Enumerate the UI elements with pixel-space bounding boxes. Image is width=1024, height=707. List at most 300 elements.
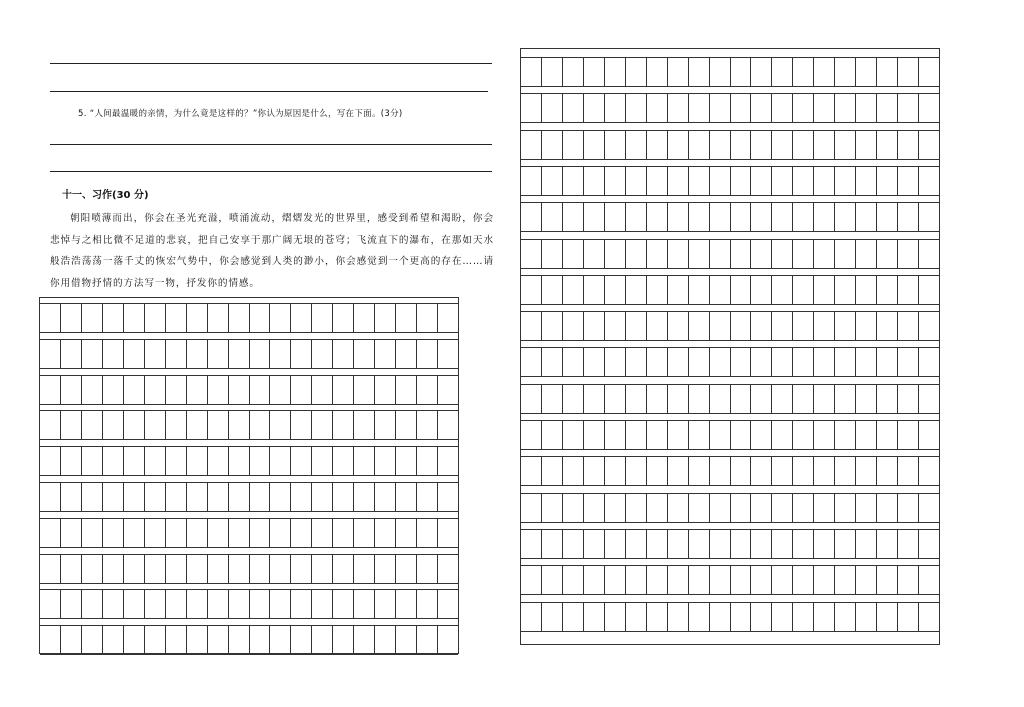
grid-cell[interactable] xyxy=(856,603,877,631)
grid-cell[interactable] xyxy=(82,483,103,511)
grid-cell[interactable] xyxy=(647,203,668,231)
grid-cell[interactable] xyxy=(375,411,396,439)
grid-cell[interactable] xyxy=(626,312,647,340)
grid-cell[interactable] xyxy=(521,421,542,449)
grid-cell[interactable] xyxy=(689,276,710,304)
grid-cell[interactable] xyxy=(542,58,563,86)
grid-cell[interactable] xyxy=(919,276,939,304)
grid-cell[interactable] xyxy=(689,131,710,159)
grid-cell[interactable] xyxy=(291,376,312,404)
grid-cell[interactable] xyxy=(793,312,814,340)
grid-cell[interactable] xyxy=(731,385,752,413)
grid-cell[interactable] xyxy=(563,530,584,558)
grid-cell[interactable] xyxy=(375,590,396,618)
grid-cell[interactable] xyxy=(61,447,82,475)
grid-cell[interactable] xyxy=(521,203,542,231)
grid-cell[interactable] xyxy=(689,603,710,631)
grid-cell[interactable] xyxy=(291,626,312,654)
grid-cell[interactable] xyxy=(124,626,145,654)
grid-cell[interactable] xyxy=(438,340,458,368)
grid-cell[interactable] xyxy=(61,483,82,511)
grid-cell[interactable] xyxy=(626,276,647,304)
grid-cell[interactable] xyxy=(689,566,710,594)
grid-cell[interactable] xyxy=(82,376,103,404)
grid-cell[interactable] xyxy=(835,530,856,558)
grid-cell[interactable] xyxy=(521,58,542,86)
grid-cell[interactable] xyxy=(751,167,772,195)
grid-cell[interactable] xyxy=(668,58,689,86)
grid-cell[interactable] xyxy=(563,312,584,340)
grid-cell[interactable] xyxy=(668,566,689,594)
grid-cell[interactable] xyxy=(626,421,647,449)
grid-cell[interactable] xyxy=(710,131,731,159)
grid-cell[interactable] xyxy=(877,457,898,485)
grid-cell[interactable] xyxy=(333,411,354,439)
grid-cell[interactable] xyxy=(103,626,124,654)
grid-cell[interactable] xyxy=(835,94,856,122)
grid-cell[interactable] xyxy=(877,603,898,631)
grid-cell[interactable] xyxy=(291,447,312,475)
grid-cell[interactable] xyxy=(751,276,772,304)
grid-cell[interactable] xyxy=(396,411,417,439)
grid-cell[interactable] xyxy=(584,131,605,159)
grid-cell[interactable] xyxy=(333,626,354,654)
grid-cell[interactable] xyxy=(877,94,898,122)
grid-cell[interactable] xyxy=(668,348,689,376)
grid-cell[interactable] xyxy=(668,385,689,413)
grid-cell[interactable] xyxy=(647,603,668,631)
grid-cell[interactable] xyxy=(40,519,61,547)
grid-cell[interactable] xyxy=(626,457,647,485)
grid-cell[interactable] xyxy=(689,94,710,122)
grid-cell[interactable] xyxy=(856,421,877,449)
grid-cell[interactable] xyxy=(417,590,438,618)
grid-cell[interactable] xyxy=(542,385,563,413)
grid-cell[interactable] xyxy=(835,203,856,231)
grid-cell[interactable] xyxy=(772,603,793,631)
grid-cell[interactable] xyxy=(291,590,312,618)
grid-cell[interactable] xyxy=(731,58,752,86)
grid-cell[interactable] xyxy=(584,603,605,631)
grid-cell[interactable] xyxy=(40,447,61,475)
grid-cell[interactable] xyxy=(438,376,458,404)
grid-cell[interactable] xyxy=(145,376,166,404)
grid-cell[interactable] xyxy=(919,457,939,485)
grid-cell[interactable] xyxy=(563,494,584,522)
grid-cell[interactable] xyxy=(919,203,939,231)
grid-cell[interactable] xyxy=(647,58,668,86)
grid-cell[interactable] xyxy=(250,411,271,439)
grid-cell[interactable] xyxy=(856,240,877,268)
grid-cell[interactable] xyxy=(250,519,271,547)
grid-cell[interactable] xyxy=(166,626,187,654)
grid-cell[interactable] xyxy=(647,131,668,159)
grid-cell[interactable] xyxy=(270,304,291,332)
grid-cell[interactable] xyxy=(229,411,250,439)
grid-cell[interactable] xyxy=(124,340,145,368)
grid-cell[interactable] xyxy=(61,519,82,547)
grid-cell[interactable] xyxy=(793,276,814,304)
grid-cell[interactable] xyxy=(542,276,563,304)
grid-cell[interactable] xyxy=(229,555,250,583)
grid-cell[interactable] xyxy=(208,376,229,404)
grid-cell[interactable] xyxy=(417,626,438,654)
grid-cell[interactable] xyxy=(856,167,877,195)
grid-cell[interactable] xyxy=(647,530,668,558)
grid-cell[interactable] xyxy=(166,447,187,475)
grid-cell[interactable] xyxy=(856,530,877,558)
grid-cell[interactable] xyxy=(563,421,584,449)
grid-cell[interactable] xyxy=(877,348,898,376)
grid-cell[interactable] xyxy=(772,58,793,86)
grid-cell[interactable] xyxy=(563,457,584,485)
grid-cell[interactable] xyxy=(793,203,814,231)
grid-cell[interactable] xyxy=(396,447,417,475)
answer-line[interactable] xyxy=(50,63,492,64)
grid-cell[interactable] xyxy=(584,240,605,268)
grid-cell[interactable] xyxy=(919,603,939,631)
grid-cell[interactable] xyxy=(668,131,689,159)
grid-cell[interactable] xyxy=(877,131,898,159)
grid-cell[interactable] xyxy=(61,590,82,618)
grid-cell[interactable] xyxy=(647,312,668,340)
grid-cell[interactable] xyxy=(772,167,793,195)
grid-cell[interactable] xyxy=(521,276,542,304)
grid-cell[interactable] xyxy=(835,167,856,195)
grid-cell[interactable] xyxy=(438,483,458,511)
grid-cell[interactable] xyxy=(61,555,82,583)
grid-cell[interactable] xyxy=(584,348,605,376)
grid-cell[interactable] xyxy=(375,555,396,583)
grid-cell[interactable] xyxy=(40,555,61,583)
grid-cell[interactable] xyxy=(919,240,939,268)
grid-cell[interactable] xyxy=(40,626,61,654)
grid-cell[interactable] xyxy=(731,167,752,195)
grid-cell[interactable] xyxy=(668,276,689,304)
grid-cell[interactable] xyxy=(270,483,291,511)
grid-cell[interactable] xyxy=(584,312,605,340)
grid-cell[interactable] xyxy=(877,312,898,340)
grid-cell[interactable] xyxy=(563,603,584,631)
grid-cell[interactable] xyxy=(710,58,731,86)
grid-cell[interactable] xyxy=(605,58,626,86)
grid-cell[interactable] xyxy=(647,348,668,376)
grid-cell[interactable] xyxy=(835,566,856,594)
grid-cell[interactable] xyxy=(187,626,208,654)
grid-cell[interactable] xyxy=(208,555,229,583)
grid-cell[interactable] xyxy=(814,58,835,86)
grid-cell[interactable] xyxy=(82,555,103,583)
grid-cell[interactable] xyxy=(668,457,689,485)
grid-cell[interactable] xyxy=(751,566,772,594)
grid-cell[interactable] xyxy=(647,566,668,594)
grid-cell[interactable] xyxy=(521,566,542,594)
grid-cell[interactable] xyxy=(312,376,333,404)
grid-cell[interactable] xyxy=(793,58,814,86)
grid-cell[interactable] xyxy=(375,483,396,511)
grid-cell[interactable] xyxy=(647,276,668,304)
grid-cell[interactable] xyxy=(291,304,312,332)
grid-cell[interactable] xyxy=(898,603,919,631)
grid-cell[interactable] xyxy=(772,276,793,304)
grid-cell[interactable] xyxy=(187,340,208,368)
grid-cell[interactable] xyxy=(605,203,626,231)
grid-cell[interactable] xyxy=(166,340,187,368)
grid-cell[interactable] xyxy=(542,530,563,558)
grid-cell[interactable] xyxy=(333,340,354,368)
grid-cell[interactable] xyxy=(898,530,919,558)
grid-cell[interactable] xyxy=(291,411,312,439)
grid-cell[interactable] xyxy=(605,421,626,449)
grid-cell[interactable] xyxy=(751,494,772,522)
grid-cell[interactable] xyxy=(417,340,438,368)
grid-cell[interactable] xyxy=(710,240,731,268)
grid-cell[interactable] xyxy=(145,304,166,332)
grid-cell[interactable] xyxy=(814,131,835,159)
grid-cell[interactable] xyxy=(438,626,458,654)
grid-cell[interactable] xyxy=(877,530,898,558)
grid-cell[interactable] xyxy=(668,94,689,122)
grid-cell[interactable] xyxy=(354,376,375,404)
grid-cell[interactable] xyxy=(124,447,145,475)
grid-cell[interactable] xyxy=(751,203,772,231)
grid-cell[interactable] xyxy=(270,555,291,583)
grid-cell[interactable] xyxy=(166,519,187,547)
grid-cell[interactable] xyxy=(354,590,375,618)
grid-cell[interactable] xyxy=(396,304,417,332)
grid-cell[interactable] xyxy=(877,58,898,86)
grid-cell[interactable] xyxy=(417,555,438,583)
grid-cell[interactable] xyxy=(731,203,752,231)
grid-cell[interactable] xyxy=(375,519,396,547)
grid-cell[interactable] xyxy=(417,411,438,439)
grid-cell[interactable] xyxy=(61,304,82,332)
grid-cell[interactable] xyxy=(103,483,124,511)
grid-cell[interactable] xyxy=(605,457,626,485)
grid-cell[interactable] xyxy=(103,304,124,332)
grid-cell[interactable] xyxy=(312,340,333,368)
grid-cell[interactable] xyxy=(270,340,291,368)
grid-cell[interactable] xyxy=(396,555,417,583)
grid-cell[interactable] xyxy=(208,590,229,618)
grid-cell[interactable] xyxy=(814,312,835,340)
grid-cell[interactable] xyxy=(898,312,919,340)
grid-cell[interactable] xyxy=(542,603,563,631)
grid-cell[interactable] xyxy=(375,304,396,332)
grid-cell[interactable] xyxy=(772,203,793,231)
grid-cell[interactable] xyxy=(668,494,689,522)
grid-cell[interactable] xyxy=(626,494,647,522)
grid-cell[interactable] xyxy=(793,94,814,122)
grid-cell[interactable] xyxy=(354,555,375,583)
grid-cell[interactable] xyxy=(208,340,229,368)
grid-cell[interactable] xyxy=(563,203,584,231)
grid-cell[interactable] xyxy=(417,447,438,475)
grid-cell[interactable] xyxy=(208,483,229,511)
grid-cell[interactable] xyxy=(689,312,710,340)
grid-cell[interactable] xyxy=(772,566,793,594)
grid-cell[interactable] xyxy=(751,240,772,268)
grid-cell[interactable] xyxy=(856,276,877,304)
grid-cell[interactable] xyxy=(291,555,312,583)
grid-cell[interactable] xyxy=(919,167,939,195)
grid-cell[interactable] xyxy=(291,483,312,511)
grid-cell[interactable] xyxy=(710,276,731,304)
grid-cell[interactable] xyxy=(751,603,772,631)
grid-cell[interactable] xyxy=(417,376,438,404)
grid-cell[interactable] xyxy=(375,626,396,654)
grid-cell[interactable] xyxy=(229,483,250,511)
grid-cell[interactable] xyxy=(584,276,605,304)
grid-cell[interactable] xyxy=(814,348,835,376)
grid-cell[interactable] xyxy=(417,483,438,511)
grid-cell[interactable] xyxy=(668,530,689,558)
grid-cell[interactable] xyxy=(187,519,208,547)
grid-cell[interactable] xyxy=(187,411,208,439)
grid-cell[interactable] xyxy=(229,376,250,404)
grid-cell[interactable] xyxy=(877,566,898,594)
grid-cell[interactable] xyxy=(856,566,877,594)
grid-cell[interactable] xyxy=(229,340,250,368)
grid-cell[interactable] xyxy=(731,94,752,122)
grid-cell[interactable] xyxy=(814,203,835,231)
grid-cell[interactable] xyxy=(563,167,584,195)
grid-cell[interactable] xyxy=(814,603,835,631)
composition-grid-right[interactable] xyxy=(520,48,940,645)
grid-cell[interactable] xyxy=(375,376,396,404)
grid-cell[interactable] xyxy=(521,530,542,558)
grid-cell[interactable] xyxy=(166,411,187,439)
grid-cell[interactable] xyxy=(333,483,354,511)
grid-cell[interactable] xyxy=(689,385,710,413)
grid-cell[interactable] xyxy=(563,276,584,304)
answer-line[interactable] xyxy=(50,144,492,145)
grid-cell[interactable] xyxy=(731,494,752,522)
grid-cell[interactable] xyxy=(877,203,898,231)
grid-cell[interactable] xyxy=(898,276,919,304)
grid-cell[interactable] xyxy=(626,603,647,631)
grid-cell[interactable] xyxy=(124,519,145,547)
grid-cell[interactable] xyxy=(82,626,103,654)
grid-cell[interactable] xyxy=(898,385,919,413)
grid-cell[interactable] xyxy=(647,494,668,522)
grid-cell[interactable] xyxy=(124,555,145,583)
grid-cell[interactable] xyxy=(563,240,584,268)
grid-cell[interactable] xyxy=(333,304,354,332)
grid-cell[interactable] xyxy=(689,348,710,376)
grid-cell[interactable] xyxy=(584,530,605,558)
grid-cell[interactable] xyxy=(647,385,668,413)
grid-cell[interactable] xyxy=(731,348,752,376)
grid-cell[interactable] xyxy=(710,530,731,558)
grid-cell[interactable] xyxy=(270,590,291,618)
grid-cell[interactable] xyxy=(856,385,877,413)
grid-cell[interactable] xyxy=(605,312,626,340)
grid-cell[interactable] xyxy=(208,626,229,654)
grid-cell[interactable] xyxy=(710,603,731,631)
grid-cell[interactable] xyxy=(40,483,61,511)
grid-cell[interactable] xyxy=(814,457,835,485)
grid-cell[interactable] xyxy=(124,304,145,332)
grid-cell[interactable] xyxy=(814,240,835,268)
grid-cell[interactable] xyxy=(521,385,542,413)
grid-cell[interactable] xyxy=(919,131,939,159)
grid-cell[interactable] xyxy=(877,494,898,522)
grid-cell[interactable] xyxy=(605,494,626,522)
grid-cell[interactable] xyxy=(145,447,166,475)
grid-cell[interactable] xyxy=(82,447,103,475)
grid-cell[interactable] xyxy=(605,94,626,122)
grid-cell[interactable] xyxy=(270,447,291,475)
grid-cell[interactable] xyxy=(898,494,919,522)
grid-cell[interactable] xyxy=(354,626,375,654)
grid-cell[interactable] xyxy=(61,340,82,368)
grid-cell[interactable] xyxy=(312,411,333,439)
grid-cell[interactable] xyxy=(166,376,187,404)
grid-cell[interactable] xyxy=(647,94,668,122)
grid-cell[interactable] xyxy=(61,411,82,439)
grid-cell[interactable] xyxy=(668,603,689,631)
grid-cell[interactable] xyxy=(793,494,814,522)
grid-cell[interactable] xyxy=(82,519,103,547)
grid-cell[interactable] xyxy=(835,603,856,631)
grid-cell[interactable] xyxy=(229,626,250,654)
grid-cell[interactable] xyxy=(270,519,291,547)
grid-cell[interactable] xyxy=(542,457,563,485)
grid-cell[interactable] xyxy=(772,240,793,268)
grid-cell[interactable] xyxy=(668,203,689,231)
grid-cell[interactable] xyxy=(521,167,542,195)
grid-cell[interactable] xyxy=(187,590,208,618)
grid-cell[interactable] xyxy=(689,167,710,195)
grid-cell[interactable] xyxy=(793,167,814,195)
grid-cell[interactable] xyxy=(187,304,208,332)
grid-cell[interactable] xyxy=(40,590,61,618)
grid-cell[interactable] xyxy=(731,240,752,268)
grid-cell[interactable] xyxy=(898,58,919,86)
grid-cell[interactable] xyxy=(814,276,835,304)
grid-cell[interactable] xyxy=(751,457,772,485)
grid-cell[interactable] xyxy=(563,131,584,159)
grid-cell[interactable] xyxy=(40,340,61,368)
grid-cell[interactable] xyxy=(208,447,229,475)
grid-cell[interactable] xyxy=(605,530,626,558)
grid-cell[interactable] xyxy=(563,348,584,376)
grid-cell[interactable] xyxy=(751,312,772,340)
grid-cell[interactable] xyxy=(605,385,626,413)
grid-cell[interactable] xyxy=(689,457,710,485)
grid-cell[interactable] xyxy=(396,626,417,654)
grid-cell[interactable] xyxy=(521,348,542,376)
grid-cell[interactable] xyxy=(563,385,584,413)
grid-cell[interactable] xyxy=(145,411,166,439)
grid-cell[interactable] xyxy=(835,131,856,159)
grid-cell[interactable] xyxy=(417,304,438,332)
grid-cell[interactable] xyxy=(521,312,542,340)
grid-cell[interactable] xyxy=(61,626,82,654)
grid-cell[interactable] xyxy=(919,421,939,449)
grid-cell[interactable] xyxy=(103,340,124,368)
grid-cell[interactable] xyxy=(354,519,375,547)
grid-cell[interactable] xyxy=(521,240,542,268)
grid-cell[interactable] xyxy=(145,340,166,368)
grid-cell[interactable] xyxy=(82,340,103,368)
grid-cell[interactable] xyxy=(710,348,731,376)
grid-cell[interactable] xyxy=(835,58,856,86)
grid-cell[interactable] xyxy=(82,304,103,332)
grid-cell[interactable] xyxy=(772,312,793,340)
grid-cell[interactable] xyxy=(605,131,626,159)
